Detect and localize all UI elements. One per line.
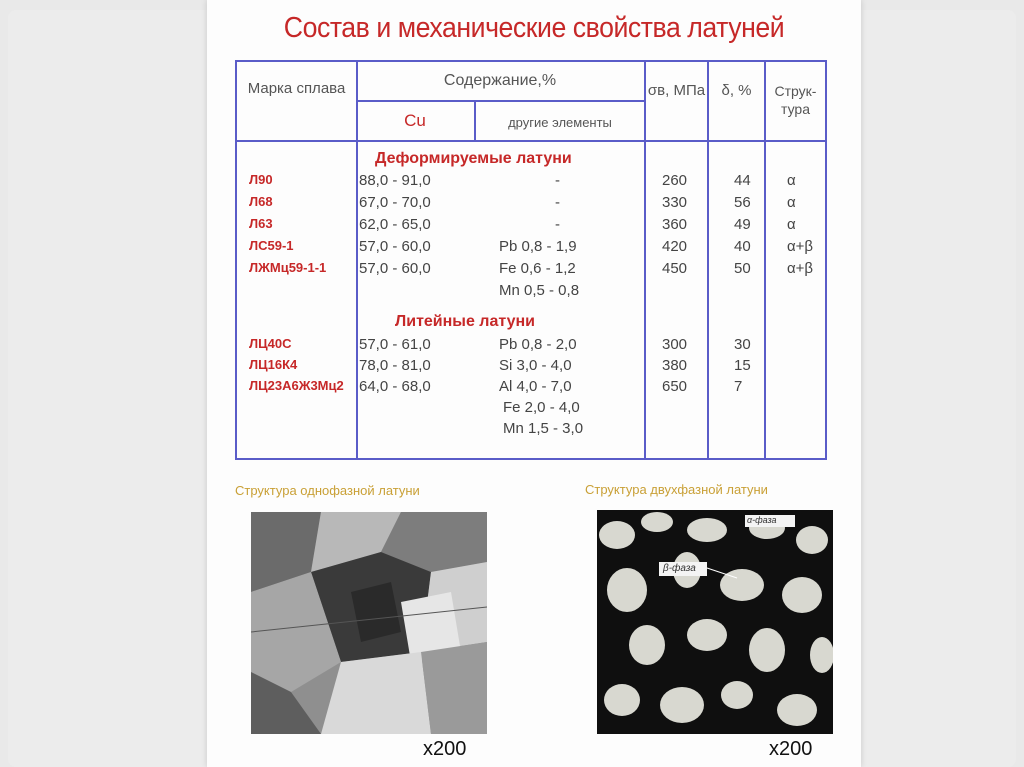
cu-cell: 57,0 - 60,0: [359, 238, 431, 255]
table-row: [237, 216, 825, 238]
slide-title: Состав и механические свойства латуней: [283, 12, 785, 44]
caption-two-phase: Структура двухфазной латуни: [585, 482, 768, 497]
caption-single-phase: Структура однофазной латуни: [235, 483, 420, 498]
grade-cell: Л63: [249, 216, 273, 231]
brass-table: [235, 60, 827, 460]
table-row: [237, 282, 825, 304]
other-cell: -: [555, 172, 560, 189]
cu-cell: 57,0 - 60,0: [359, 260, 431, 277]
other-cell: Al 4,0 - 7,0: [499, 378, 572, 395]
header-elong: δ, %: [721, 82, 752, 99]
cu-cell: 57,0 - 61,0: [359, 336, 431, 353]
cast-extra-1: Fe 2,0 - 4,0: [503, 399, 580, 416]
table-row: [237, 420, 825, 442]
other-cell: -: [555, 216, 560, 233]
other-cell: Pb 0,8 - 2,0: [499, 336, 577, 353]
header-cu: Cu: [404, 111, 426, 130]
other-cell: -: [555, 194, 560, 211]
elong-cell: 50: [734, 260, 751, 277]
table-divider: [356, 100, 644, 102]
strength-cell: 450: [662, 260, 688, 277]
strength-cell: 650: [662, 378, 688, 395]
grade-cell: ЛС59-1: [249, 238, 294, 253]
grade-cell: ЛЖМц59-1-1: [249, 260, 327, 275]
table-row: [237, 260, 825, 282]
table-row: [237, 194, 825, 216]
zoom-label-left: x200: [423, 738, 467, 760]
cu-cell: 78,0 - 81,0: [359, 357, 431, 374]
grade-cell: ЛЦ16К4: [249, 357, 298, 372]
header-strength: σв, МПа: [647, 82, 706, 99]
elong-cell: 40: [734, 238, 751, 255]
header-content: Содержание,%: [443, 72, 557, 89]
elong-cell: 15: [734, 357, 751, 374]
other-cell: Si 3,0 - 4,0: [499, 357, 572, 374]
cast-extra-2: Mn 1,5 - 3,0: [503, 420, 584, 437]
strength-cell: 260: [662, 172, 688, 189]
zoom-label-right: x200: [769, 738, 813, 760]
grade-cell: ЛЦ23А6Ж3Мц2: [249, 378, 344, 393]
two-phase-image: [597, 510, 833, 734]
structure-cell: α+β: [787, 260, 814, 277]
grade-cell: ЛЦ40С: [249, 336, 292, 351]
single-phase-micrograph: [251, 512, 487, 734]
grade-cell: Л90: [249, 172, 273, 187]
cu-cell: 88,0 - 91,0: [359, 172, 431, 189]
structure-cell: α: [787, 216, 796, 233]
structure-cell: α: [787, 172, 796, 189]
header-other: другие элементы: [508, 115, 612, 130]
strength-cell: 380: [662, 357, 688, 374]
header-structure: Струк-тура: [774, 83, 817, 117]
alpha-phase-label: α-фаза: [747, 515, 777, 525]
single-phase-image: [251, 512, 487, 734]
header-grade: Марка сплава: [247, 80, 346, 97]
table-row: [237, 172, 825, 194]
slide: [207, 0, 861, 767]
strength-cell: 300: [662, 336, 688, 353]
strength-cell: 360: [662, 216, 688, 233]
beta-phase-label: β-фаза: [663, 563, 696, 574]
section-deform: Деформируемые латуни: [375, 150, 572, 167]
table-header-divider: [237, 140, 825, 142]
cu-cell: 64,0 - 68,0: [359, 378, 431, 395]
strength-cell: 330: [662, 194, 688, 211]
elong-cell: 49: [734, 216, 751, 233]
elong-cell: 7: [734, 378, 743, 395]
table-row: [237, 399, 825, 421]
two-phase-micrograph: [597, 510, 833, 734]
table-row: [237, 238, 825, 260]
section-cast: Литейные латуни: [395, 313, 535, 330]
structure-cell: α: [787, 194, 796, 211]
table-row: [237, 378, 825, 400]
other-cell: Mn 0,5 - 0,8: [499, 282, 580, 299]
strength-cell: 420: [662, 238, 688, 255]
cu-cell: 67,0 - 70,0: [359, 194, 431, 211]
structure-cell: α+β: [787, 238, 814, 255]
elong-cell: 56: [734, 194, 751, 211]
elong-cell: 30: [734, 336, 751, 353]
other-cell: Pb 0,8 - 1,9: [499, 238, 577, 255]
other-cell: Fe 0,6 - 1,2: [499, 260, 576, 277]
cu-cell: 62,0 - 65,0: [359, 216, 431, 233]
grade-cell: Л68: [249, 194, 273, 209]
table-row: [237, 357, 825, 379]
table-row: [237, 336, 825, 358]
elong-cell: 44: [734, 172, 751, 189]
